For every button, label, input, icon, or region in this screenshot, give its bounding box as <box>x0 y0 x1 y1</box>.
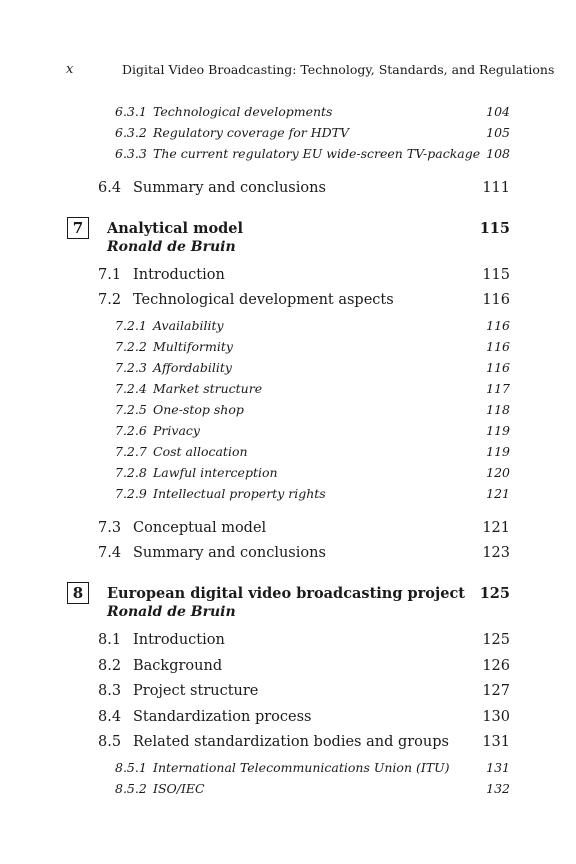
entry-title: Technological development aspects <box>133 292 394 308</box>
entry-number: 8.5 <box>98 734 122 750</box>
entry-title: Lawful interception <box>153 465 278 480</box>
entry-number: 8.5.2 <box>115 781 147 796</box>
entry-title: Related standardization bodies and groups <box>133 734 449 750</box>
entry-number: 6.3.2 <box>115 125 147 140</box>
toc-entry-6-3-1[interactable] <box>0 104 576 122</box>
entry-page: 116 <box>482 292 510 308</box>
running-title: Digital Video Broadcasting: Technology, Standards, and Regulations <box>122 62 555 77</box>
entry-page: 131 <box>486 760 510 775</box>
toc-entry-8-1[interactable] <box>0 632 576 652</box>
entry-title: Regulatory coverage for HDTV <box>153 125 350 140</box>
entry-number: 6.3.1 <box>115 104 147 119</box>
entry-number: 7.2.8 <box>115 465 147 480</box>
toc-entry-7-2-7[interactable] <box>0 444 576 462</box>
entry-page: 116 <box>486 360 510 375</box>
entry-title: Technological developments <box>153 104 333 119</box>
toc-entry-7-4[interactable] <box>0 545 576 565</box>
entry-number: 7.2.6 <box>115 423 147 438</box>
entry-title: Introduction <box>133 267 225 283</box>
entry-page: 121 <box>486 486 510 501</box>
entry-number: 7.2.2 <box>115 339 147 354</box>
toc-chapter-8[interactable] <box>0 585 576 625</box>
toc-entry-8-3[interactable] <box>0 683 576 703</box>
entry-title: ISO/IEC <box>153 781 205 796</box>
entry-number: 8.1 <box>98 632 122 648</box>
entry-number: 8.4 <box>98 709 122 725</box>
entry-number: 7.2.9 <box>115 486 147 501</box>
entry-number: 6.3.3 <box>115 146 147 161</box>
chapter-title: European digital video broadcasting project <box>107 585 465 602</box>
entry-title: The current regulatory EU wide-screen TV-package <box>153 146 481 161</box>
entry-number: 7.2.7 <box>115 444 147 459</box>
toc-entry-8-5[interactable] <box>0 734 576 754</box>
entry-number: 7.2.4 <box>115 381 147 396</box>
entry-page: 120 <box>486 465 510 480</box>
entry-page: 131 <box>482 734 510 750</box>
toc-entry-7-2[interactable] <box>0 292 576 312</box>
entry-title: Cost allocation <box>153 444 248 459</box>
entry-number: 7.2.1 <box>115 318 147 333</box>
entry-page: 105 <box>486 125 510 140</box>
entry-page: 115 <box>482 267 510 283</box>
entry-title: Intellectual property rights <box>153 486 326 501</box>
entry-title: Conceptual model <box>133 520 267 536</box>
entry-title: Standardization process <box>133 709 312 725</box>
toc-entry-8-4[interactable] <box>0 709 576 729</box>
toc-entry-7-2-2[interactable] <box>0 339 576 357</box>
entry-title: One-stop shop <box>153 402 244 417</box>
entry-page: 117 <box>486 381 510 396</box>
entry-page: 130 <box>482 709 510 725</box>
entry-page: 104 <box>486 104 510 119</box>
chapter-number-box: 8 <box>67 582 89 604</box>
running-header <box>0 62 576 82</box>
toc-entry-7-2-6[interactable] <box>0 423 576 441</box>
entry-page: 119 <box>486 423 510 438</box>
toc-entry-6-3-2[interactable] <box>0 125 576 143</box>
entry-title: Summary and conclusions <box>133 545 326 561</box>
toc-chapter-7[interactable] <box>0 220 576 260</box>
toc-entry-7-2-9[interactable] <box>0 486 576 504</box>
toc-entry-8-5-1[interactable] <box>0 760 576 778</box>
entry-title: Multiformity <box>153 339 233 354</box>
entry-number: 7.2.3 <box>115 360 147 375</box>
toc-entry-7-3[interactable] <box>0 520 576 540</box>
toc-entry-6-3-3[interactable] <box>0 146 576 164</box>
entry-title: Market structure <box>153 381 263 396</box>
entry-page: 121 <box>482 520 510 536</box>
entry-title: Project structure <box>133 683 259 699</box>
entry-number: 7.1 <box>98 267 122 283</box>
entry-number: 7.2.5 <box>115 402 147 417</box>
entry-title: Introduction <box>133 632 225 648</box>
chapter-title: Analytical model <box>107 220 243 237</box>
entry-number: 7.4 <box>98 545 122 561</box>
entry-number: 8.2 <box>98 658 122 674</box>
entry-page: 119 <box>486 444 510 459</box>
chapter-author: Ronald de Bruin <box>107 239 236 255</box>
toc-entry-7-1[interactable] <box>0 267 576 287</box>
entry-title: International Telecommunications Union (ITU) <box>153 760 450 775</box>
entry-page: 111 <box>482 180 510 196</box>
entry-page: 116 <box>486 318 510 333</box>
entry-page: 118 <box>486 402 510 417</box>
chapter-page: 125 <box>479 585 510 602</box>
entry-page: 116 <box>486 339 510 354</box>
toc-entry-7-2-3[interactable] <box>0 360 576 378</box>
entry-title: Privacy <box>153 423 200 438</box>
entry-title: Summary and conclusions <box>133 180 326 196</box>
chapter-number-box: 7 <box>67 217 89 239</box>
entry-page: 108 <box>486 146 510 161</box>
entry-page: 125 <box>482 632 510 648</box>
entry-title: Availability <box>153 318 224 333</box>
toc-entry-7-2-8[interactable] <box>0 465 576 483</box>
entry-page: 127 <box>482 683 510 699</box>
entry-page: 132 <box>486 781 510 796</box>
toc-entry-7-2-5[interactable] <box>0 402 576 420</box>
entry-number: 7.3 <box>98 520 122 536</box>
toc-entry-8-5-2[interactable] <box>0 781 576 799</box>
entry-number: 7.2 <box>98 292 122 308</box>
entry-page: 123 <box>482 545 510 561</box>
entry-number: 6.4 <box>98 180 122 196</box>
entry-title: Background <box>133 658 223 674</box>
entry-number: 8.3 <box>98 683 122 699</box>
page-number: x <box>66 62 74 77</box>
toc-entry-7-2-1[interactable] <box>0 318 576 336</box>
entry-title: Affordability <box>153 360 232 375</box>
entry-number: 8.5.1 <box>115 760 147 775</box>
toc-entry-8-2[interactable] <box>0 658 576 678</box>
entry-page: 126 <box>482 658 510 674</box>
chapter-page: 115 <box>479 220 510 237</box>
toc-entry-7-2-4[interactable] <box>0 381 576 399</box>
toc-entry-6-4[interactable] <box>0 180 576 200</box>
chapter-author: Ronald de Bruin <box>107 604 236 620</box>
